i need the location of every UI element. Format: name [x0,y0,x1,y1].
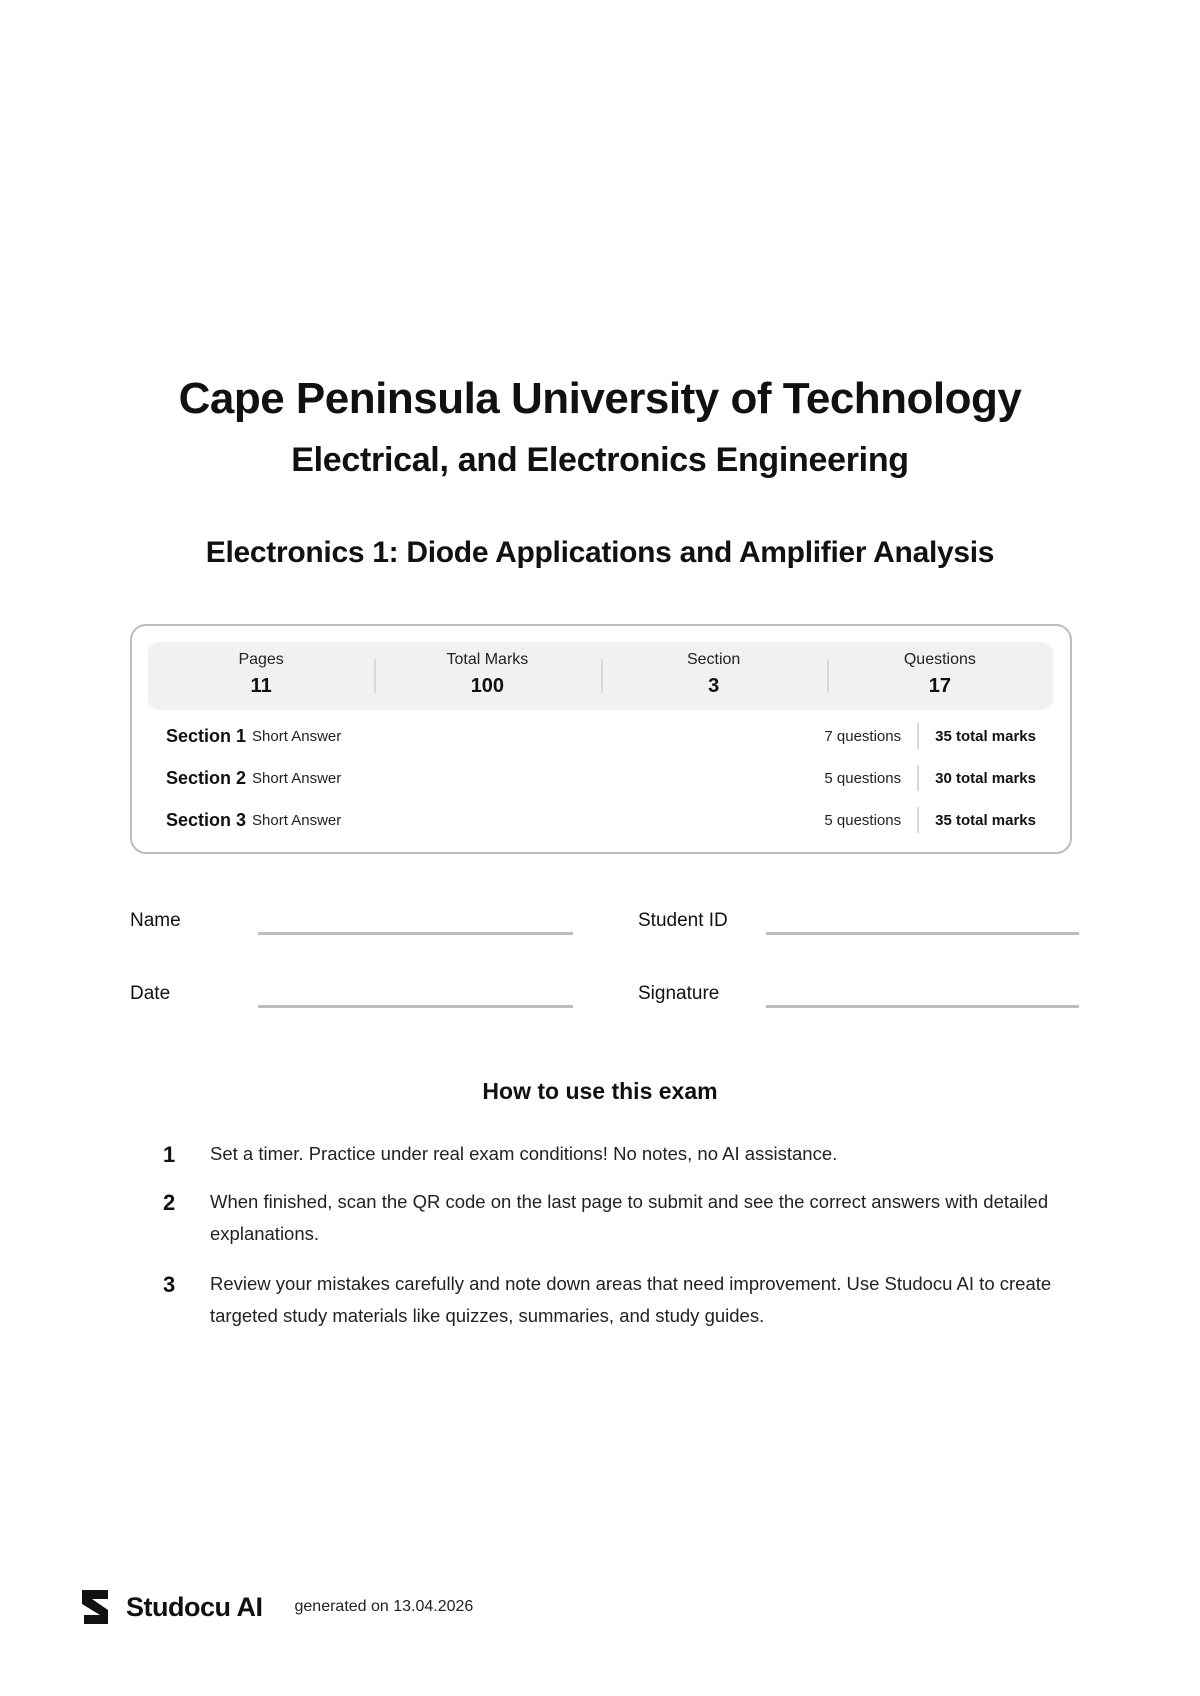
stat-section [601,642,827,710]
stat-label: Pages [238,651,284,668]
generated-date: generated on 13.04.2026 [294,1598,474,1615]
section-questions: 5 questions [824,811,902,829]
step-text: Review your mistakes carefully and note down areas that need improvement. Use Studocu AI to create targeted study materials like quizzes, summaries, and study guides. [210,1273,1052,1326]
footer [78,1588,473,1626]
section-marks: 35 total marks [935,727,1036,745]
stat-value: 17 [928,675,951,697]
section-row-3 [166,805,1036,835]
name-field[interactable] [258,932,573,935]
section-questions: 7 questions [824,727,902,745]
brand-name: Studocu AI [126,1591,263,1622]
section-marks: 30 total marks [935,769,1036,787]
step-text: When finished, scan the QR code on the last page to submit and see the correct answers with detailed explanations. [210,1191,1049,1244]
step-number: 1 [163,1142,176,1167]
course-title: Electronics 1: Diode Applications and Amplifier Analysis [205,536,995,569]
stat-value: 11 [250,675,272,697]
section-name: Section 2 [166,767,247,788]
section-row-1 [166,721,1036,751]
student-id-field[interactable] [766,932,1079,935]
section-type: Short Answer [252,769,342,787]
step-text: Set a timer. Practice under real exam conditions! No notes, no AI assistance. [210,1143,838,1164]
student-id-label: Student ID [638,910,728,931]
signature-label: Signature [638,983,720,1004]
stat-label: Questions [903,651,976,668]
section-name: Section 1 [166,725,247,746]
stat-value: 3 [708,675,720,697]
section-type: Short Answer [252,811,342,829]
step-number: 2 [163,1190,176,1215]
section-questions: 5 questions [824,769,902,787]
stat-pages [148,642,374,710]
section-type: Short Answer [252,727,342,745]
stat-label: Section [686,651,741,668]
stat-label: Total Marks [446,651,529,668]
signature-field[interactable] [766,1005,1079,1008]
institution-title: Cape Peninsula University of Technology [178,374,1022,423]
exam-summary-card [130,624,1072,854]
stat-total-marks [374,642,600,710]
section-name: Section 3 [166,809,247,830]
date-label: Date [130,983,171,1004]
section-row-2 [166,763,1036,793]
stat-value: 100 [470,675,505,697]
date-field[interactable] [258,1005,573,1008]
section-marks: 35 total marks [935,811,1036,829]
stats-bar [148,642,1053,710]
studocu-logo-icon [78,1588,114,1626]
name-label: Name [130,910,181,931]
howto-title: How to use this exam [482,1078,718,1104]
stat-questions [827,642,1053,710]
step-number: 3 [163,1272,176,1297]
department-subtitle: Electrical, and Electronics Engineering [291,441,909,479]
